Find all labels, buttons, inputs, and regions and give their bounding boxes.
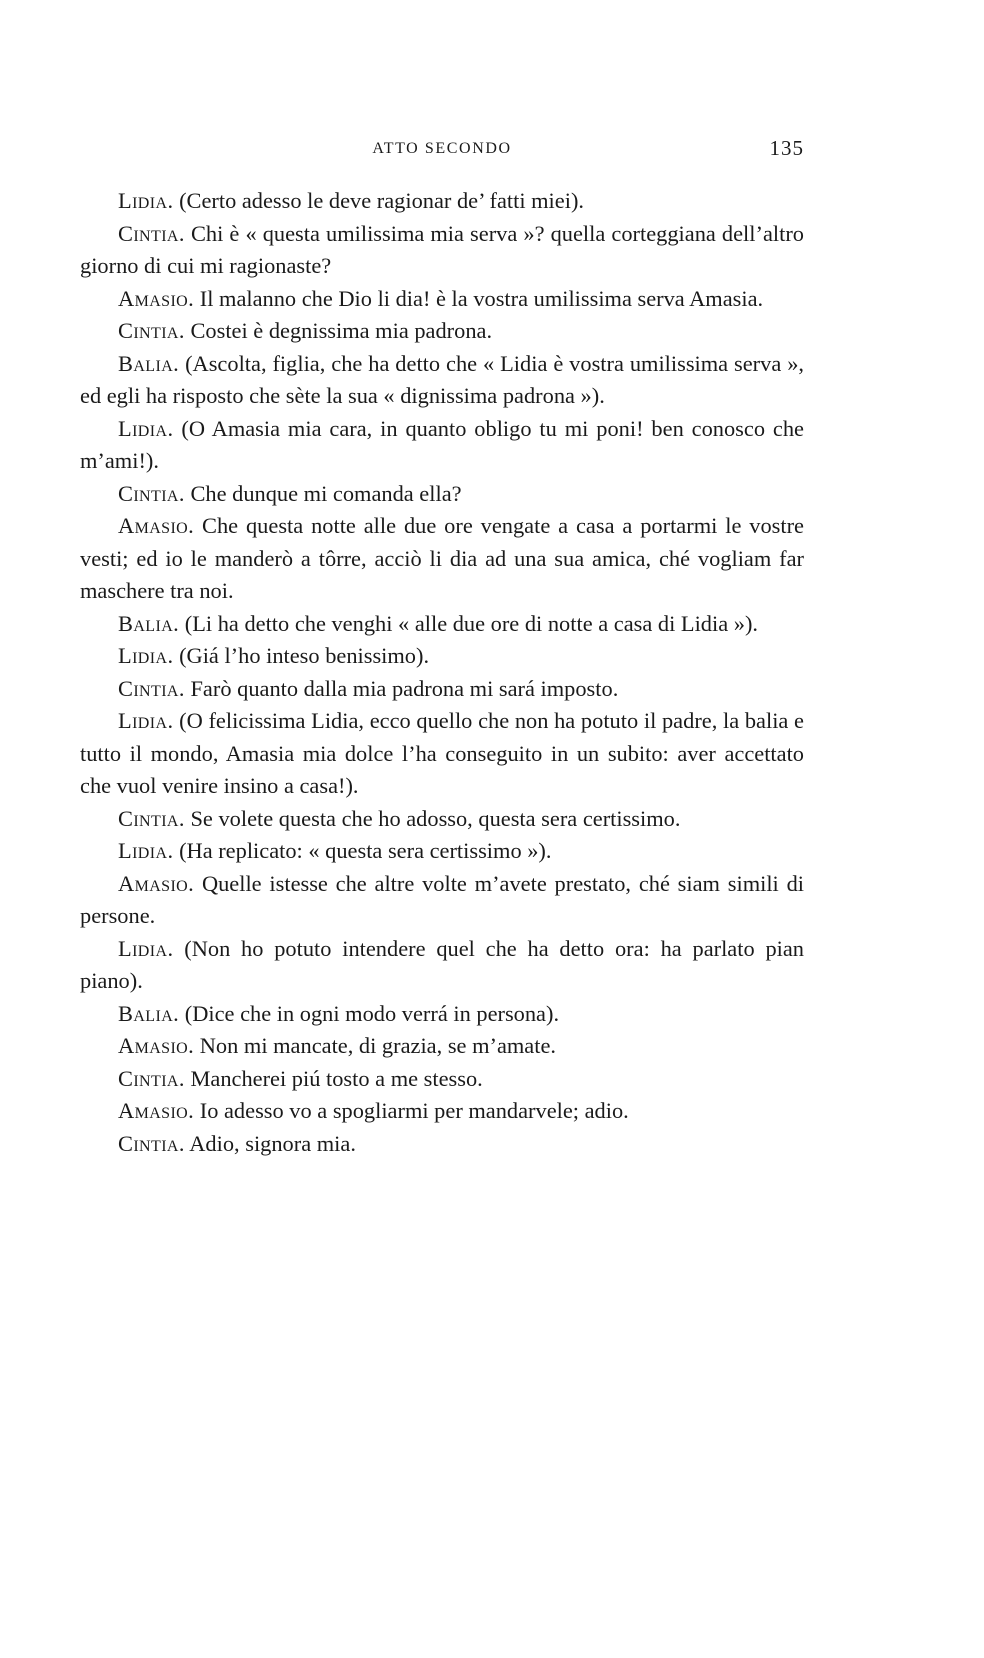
- speech-text: (O felicissima Lidia, ecco quello che non ha potuto il padre, la balia e tutto il mondo, Amasia mia dolce l’ha conseguito in un subito: aver accettato che vuol venire insino a casa!).: [80, 708, 804, 798]
- speaker-name: Cintia.: [118, 675, 185, 701]
- speech-text: Mancherei piú tosto a me stesso.: [190, 1065, 483, 1091]
- speech-paragraph: [80, 868, 804, 933]
- speech-text: Chi è « questa umilissima mia serva »? quella corteggiana dell’altro giorno di cui mi ragionaste?: [80, 220, 804, 278]
- speech-text: Adio, signora mia.: [189, 1130, 356, 1156]
- speech-paragraph: [80, 1063, 804, 1096]
- speech-text: Che questa notte alle due ore vengate a casa a portarmi le vostre vesti; ed io le manderò a tôrre, acciò li dia ad una sua amica, ché vogliam far maschere tra noi.: [80, 513, 804, 603]
- speech-paragraph: [80, 315, 804, 348]
- speaker-name: Amasio.: [118, 285, 195, 311]
- speech-paragraph: [80, 510, 804, 608]
- speaker-name: Lidia.: [118, 935, 174, 961]
- speaker-name: Balia.: [118, 350, 180, 376]
- speaker-name: Cintia.: [118, 1065, 185, 1091]
- speaker-name: Lidia.: [118, 643, 174, 668]
- speech-text: (Dice che in ogni modo verrá in persona).: [184, 1000, 560, 1026]
- speaker-name: Lidia.: [118, 838, 174, 863]
- speech-paragraph: [80, 218, 804, 283]
- speech-paragraph: [80, 998, 804, 1031]
- speech-paragraph: [80, 185, 804, 218]
- speaker-name: Amasio.: [118, 513, 195, 538]
- speech-text: Quelle istesse che altre volte m’avete prestato, ché siam simili di persone.: [80, 870, 804, 928]
- speech-text: Che dunque mi comanda ella?: [190, 480, 462, 506]
- speech-paragraph: [80, 933, 804, 998]
- speech-text: Non mi mancate, di grazia, se m’amate.: [199, 1033, 556, 1058]
- speaker-name: Cintia.: [118, 318, 185, 343]
- speaker-name: Cintia.: [118, 1130, 185, 1156]
- speaker-name: Cintia.: [118, 220, 185, 246]
- speaker-name: Balia.: [118, 1000, 180, 1026]
- speech-paragraph: [80, 348, 804, 413]
- speaker-name: Amasio.: [118, 1098, 195, 1123]
- dialogue-text: [80, 185, 804, 1160]
- speech-text: Io adesso vo a spogliarmi per mandarvele; adio.: [199, 1098, 629, 1123]
- speech-paragraph: [80, 1095, 804, 1128]
- speech-paragraph: [80, 1030, 804, 1063]
- speaker-name: Cintia.: [118, 480, 185, 506]
- speech-text: (Non ho potuto intendere quel che ha detto ora: ha parlato pian piano).: [80, 935, 804, 993]
- speech-text: (Ha replicato: « questa sera certissimo »).: [179, 838, 552, 863]
- speech-text: Farò quanto dalla mia padrona mi sará imposto.: [190, 675, 619, 701]
- speech-text: (Certo adesso le deve ragionar de’ fatti miei).: [179, 188, 584, 213]
- speech-text: Il malanno che Dio li dia! è la vostra umilissima serva Amasia.: [199, 285, 764, 311]
- speaker-name: Lidia.: [118, 415, 174, 441]
- speech-paragraph: [80, 1128, 804, 1161]
- speaker-name: Amasio.: [118, 870, 195, 896]
- page-number: 135: [769, 136, 804, 160]
- speaker-name: Balia.: [118, 610, 180, 636]
- speech-paragraph: [80, 673, 804, 706]
- speaker-name: Amasio.: [118, 1033, 195, 1058]
- running-head: [80, 136, 804, 162]
- speech-paragraph: [80, 835, 804, 868]
- speech-paragraph: [80, 283, 804, 316]
- speaker-name: Cintia.: [118, 805, 185, 831]
- speech-text: Se volete questa che ho adosso, questa sera certissimo.: [190, 805, 681, 831]
- speech-text: (O Amasia mia cara, in quanto obligo tu mi poni! ben conosco che m’ami!).: [80, 415, 804, 473]
- speech-text: (Ascolta, figlia, che ha detto che « Lidia è vostra umilissima serva », ed egli ha risposto che sète la sua « dignissima padrona »).: [80, 350, 804, 408]
- speech-paragraph: [80, 478, 804, 511]
- speech-paragraph: [80, 608, 804, 641]
- speaker-name: Lidia.: [118, 188, 174, 213]
- speech-text: (Giá l’ho inteso benissimo).: [179, 643, 430, 668]
- speech-text: (Li ha detto che venghi « alle due ore di notte a casa di Lidia »).: [184, 610, 759, 636]
- speech-paragraph: [80, 413, 804, 478]
- speech-paragraph: [80, 705, 804, 803]
- speech-paragraph: [80, 803, 804, 836]
- speech-paragraph: [80, 640, 804, 673]
- running-title: ATTO SECONDO: [372, 140, 512, 157]
- speech-text: Costei è degnissima mia padrona.: [190, 318, 493, 343]
- speaker-name: Lidia.: [118, 708, 174, 733]
